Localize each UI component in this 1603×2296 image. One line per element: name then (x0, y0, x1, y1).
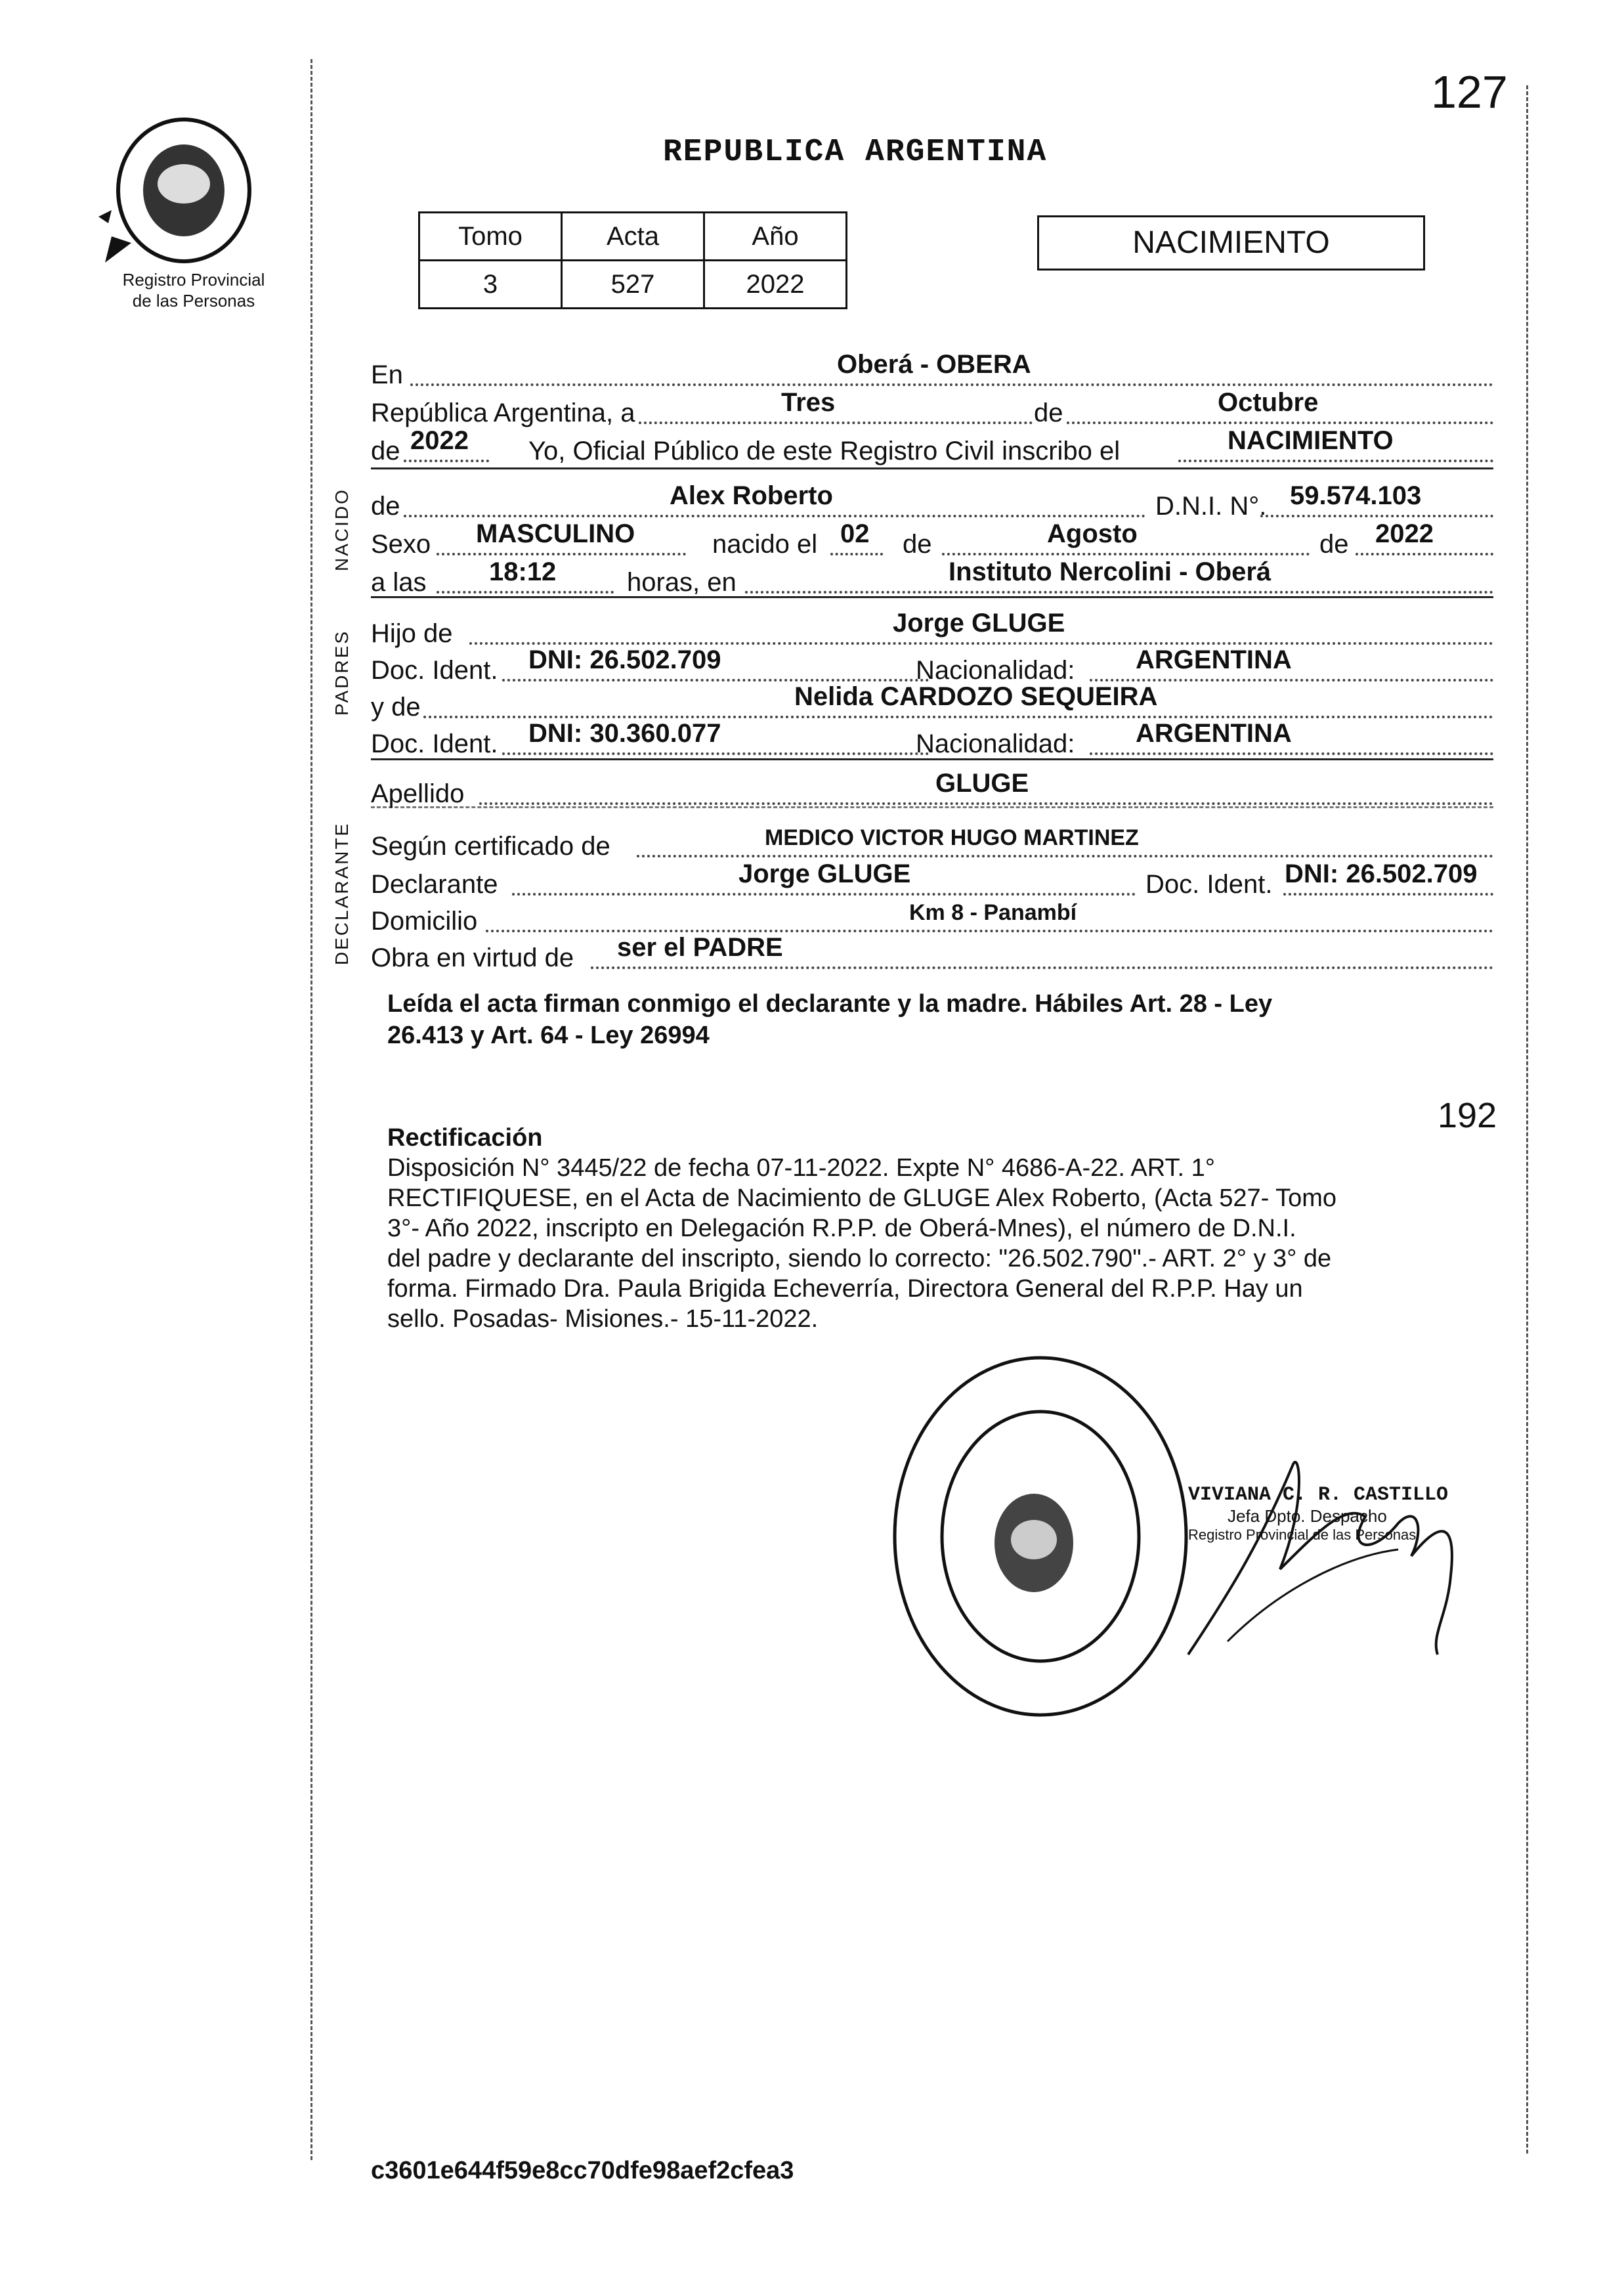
value-doc-padre: DNI: 26.502.709 (528, 645, 721, 674)
label-de-nac-mes: de (903, 530, 932, 559)
closing-line-2: 26.413 y Art. 64 - Ley 26994 (387, 1022, 710, 1049)
row-inscribo (371, 426, 1493, 469)
value-domicilio: Km 8 - Panambí (909, 900, 1077, 925)
row-certificado (371, 825, 1493, 864)
logo-caption (108, 269, 279, 311)
rectificacion-line: RECTIFIQUESE, en el Acta de Nacimiento de GLUGE Alex Roberto, (Acta 527- Tomo (387, 1184, 1337, 1212)
value-mes: Octubre (1218, 388, 1319, 417)
province-seal-icon (92, 112, 263, 269)
label-sexo: Sexo (371, 530, 431, 559)
label-de-mes: de (1034, 399, 1063, 427)
value-nac-dia: 02 (840, 519, 870, 548)
closing-statement (387, 988, 1490, 1051)
row-en (371, 350, 1493, 393)
label-republica: República Argentina, a (371, 399, 635, 427)
value-anio-inscripcion: 2022 (410, 426, 469, 455)
signature-icon (1149, 1425, 1477, 1674)
rectificacion-line: del padre y declarante del inscripto, siendo lo correcto: "26.502.790".- ART. 2° y 3° de (387, 1245, 1332, 1272)
value-doc-declarante: DNI: 26.502.709 (1285, 859, 1478, 888)
label-y-de: y de (371, 693, 421, 722)
label-a-las: a las (371, 568, 427, 597)
value-dni: 59.574.103 (1290, 481, 1422, 510)
rectificacion-line: forma. Firmado Dra. Paula Brigida Echeverría, Directora General del R.P.P. Hay un (387, 1275, 1303, 1303)
country-title: REPUBLICA ARGENTINA (663, 135, 1048, 170)
value-dia: Tres (781, 388, 836, 417)
row-apellido (371, 769, 1493, 812)
header-acta: Acta (562, 213, 704, 261)
value-tomo: 3 (419, 261, 562, 309)
signature-stamp-line3: Registro Provincial de las Personas (1188, 1527, 1417, 1543)
handwritten-signature (1149, 1425, 1477, 1674)
right-margin-line (1526, 85, 1528, 2154)
label-domicilio: Domicilio (371, 907, 478, 936)
rectificacion-section (387, 1123, 1503, 1334)
label-en: En (371, 360, 403, 389)
label-segun: Según certificado de (371, 832, 610, 861)
value-sexo: MASCULINO (476, 519, 635, 548)
row-sexo (371, 519, 1493, 562)
value-anio: 2022 (704, 261, 847, 309)
side-label-nacido: NACIDO (331, 488, 352, 571)
official-seal-icon (889, 1353, 1191, 1720)
document-hash: c3601e644f59e8cc70dfe98aef2cfea3 (371, 2157, 794, 2184)
record-type-box: NACIMIENTO (1037, 215, 1425, 271)
registry-logo (92, 112, 263, 269)
value-nac-padre: ARGENTINA (1136, 645, 1292, 674)
row-hora (371, 557, 1493, 600)
closing-line-1: Leída el acta firman conmigo el declarante y la madre. Hábiles Art. 28 - Ley (387, 990, 1273, 1018)
label-de-nac-anio: de (1319, 530, 1349, 559)
row-nombre (371, 481, 1493, 524)
signature-stamp-line1: VIVIANA C. R. CASTILLO (1188, 1484, 1449, 1506)
register-table (418, 211, 847, 309)
value-obra: ser el PADRE (617, 933, 783, 962)
page-number-2: 192 (1438, 1096, 1497, 1135)
value-apellido: GLUGE (935, 769, 1029, 798)
header-tomo: Tomo (419, 213, 562, 261)
row-declarante (371, 859, 1493, 902)
value-lugar: Instituto Nercolini - Oberá (949, 557, 1272, 586)
label-de-anio: de (371, 437, 400, 466)
label-hijo-de: Hijo de (371, 619, 453, 648)
label-nac-padre: Nacionalidad: (916, 656, 1075, 685)
value-en: Oberá - OBERA (837, 350, 1031, 379)
rectificacion-line: 3°- Año 2022, inscripto en Delegación R.P.P. de Oberá-Mnes), el número de D.N.I. (387, 1215, 1296, 1242)
value-nac-mes: Agosto (1047, 519, 1138, 548)
label-doc-declarante: Doc. Ident. (1145, 870, 1273, 899)
label-horas-en: horas, en (627, 568, 737, 597)
page-number: 127 (1431, 66, 1508, 118)
signature-stamp-line2: Jefa Dpto. Despacho (1228, 1506, 1387, 1526)
rectificacion-title: Rectificación (387, 1124, 543, 1152)
label-apellido: Apellido (371, 779, 465, 808)
row-obra (371, 933, 1493, 976)
label-dni: D.N.I. N°. (1155, 492, 1267, 521)
side-label-padres: PADRES (331, 629, 352, 716)
label-nac-madre: Nacionalidad: (916, 729, 1075, 758)
value-doc-madre: DNI: 30.360.077 (528, 719, 721, 748)
logo-caption-line1: Registro Provincial (122, 270, 265, 290)
value-declarante: Jorge GLUGE (738, 859, 911, 888)
row-doc-madre (371, 719, 1493, 762)
value-nac-madre: ARGENTINA (1136, 719, 1292, 748)
row-fecha (371, 388, 1493, 431)
label-obra: Obra en virtud de (371, 943, 574, 972)
value-nombre: Alex Roberto (670, 481, 833, 510)
label-doc-padre: Doc. Ident. (371, 656, 498, 685)
value-certificado: MEDICO VICTOR HUGO MARTINEZ (765, 825, 1139, 850)
left-margin-line (310, 59, 312, 2160)
label-de-nombre: de (371, 492, 400, 521)
label-nacido-el: nacido el (712, 530, 818, 559)
value-nac-anio: 2022 (1375, 519, 1434, 548)
value-hora: 18:12 (489, 557, 557, 586)
label-oficial: Yo, Oficial Público de este Registro Civil inscribo el (528, 437, 1121, 466)
value-inscribo: NACIMIENTO (1228, 426, 1394, 455)
logo-caption-line2: de las Personas (132, 291, 255, 311)
side-label-declarante: DECLARANTE (331, 821, 352, 965)
official-seal (889, 1353, 1191, 1720)
value-madre: Nelida CARDOZO SEQUEIRA (794, 682, 1158, 711)
rectificacion-line: Disposición N° 3445/22 de fecha 07-11-2022. Expte N° 4686-A-22. ART. 1° (387, 1154, 1215, 1182)
label-declarante: Declarante (371, 870, 498, 899)
row-domicilio (371, 899, 1493, 939)
header-anio: Año (704, 213, 847, 261)
value-padre: Jorge GLUGE (893, 609, 1065, 638)
value-acta: 527 (562, 261, 704, 309)
label-doc-madre: Doc. Ident. (371, 729, 498, 758)
rectificacion-line: sello. Posadas- Misiones.- 15-11-2022. (387, 1305, 819, 1333)
